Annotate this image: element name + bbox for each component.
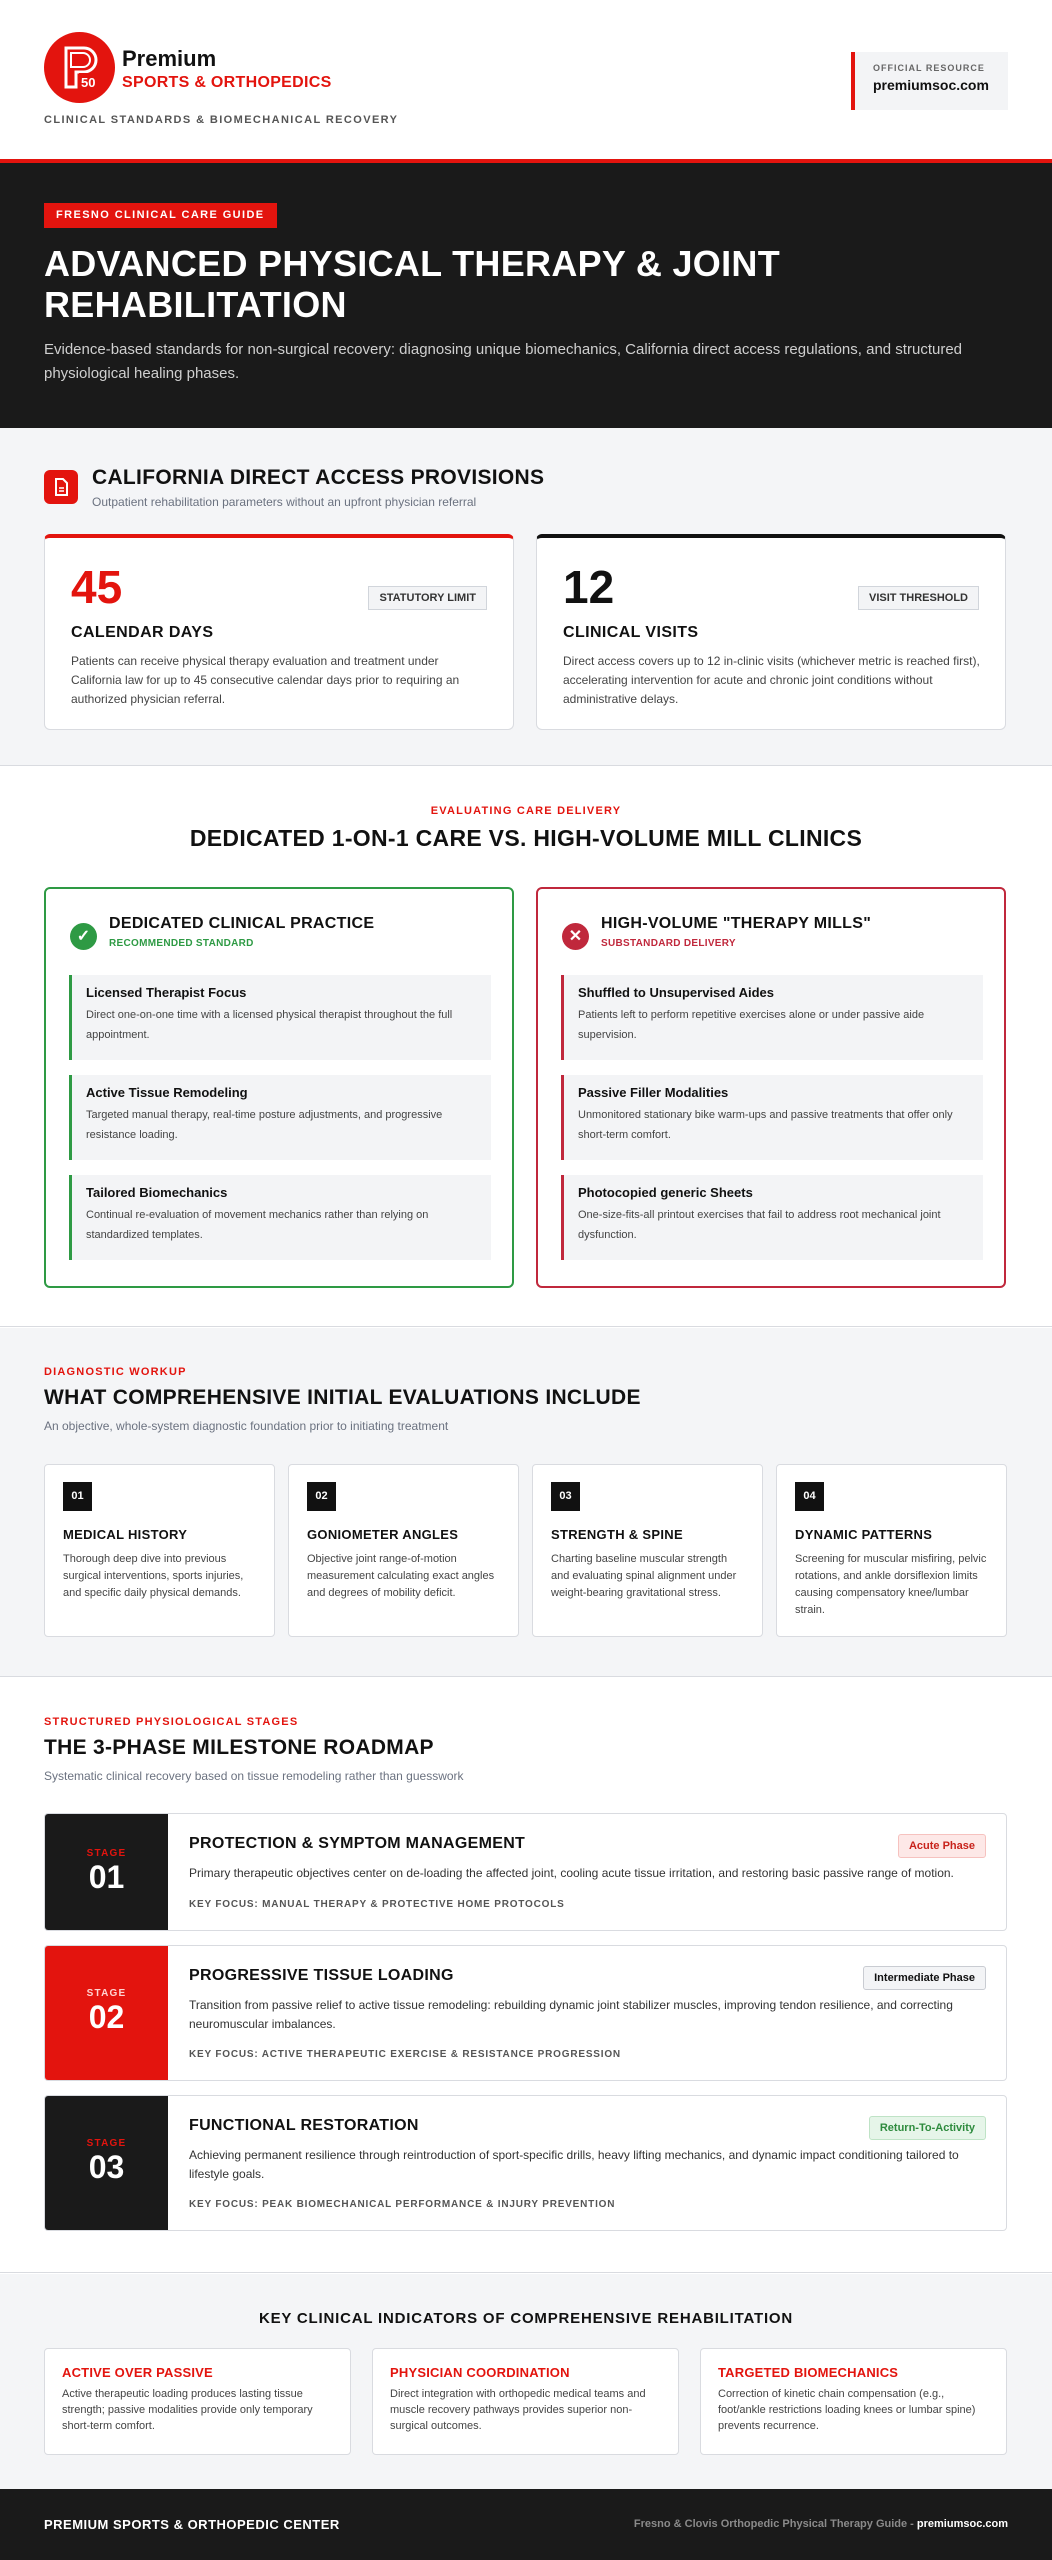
site-header bbox=[0, 0, 1052, 163]
indicators-section bbox=[0, 2274, 1052, 2489]
eval-number: 04 bbox=[795, 1482, 824, 1511]
direct-access-section bbox=[0, 428, 1052, 766]
hero-badge: FRESNO CLINICAL CARE GUIDE bbox=[44, 203, 277, 228]
footer-guide-label: Fresno & Clovis Orthopedic Physical Therapy Guide - bbox=[633, 2518, 917, 2530]
roadmap-section bbox=[0, 1678, 1052, 2273]
item-description: Targeted manual therapy, real-time posture adjustments, and progressive resistance loading. bbox=[86, 1109, 443, 1141]
comparison-item bbox=[69, 975, 491, 1060]
dedicated-practice-card bbox=[44, 887, 514, 1288]
brand-subtitle: SPORTS & ORTHOPEDICS bbox=[122, 74, 332, 91]
eval-card bbox=[44, 1464, 275, 1637]
therapy-mills-card bbox=[536, 887, 1006, 1288]
item-title: Passive Filler Modalities bbox=[578, 1085, 729, 1100]
check-icon: ✓ bbox=[70, 923, 97, 950]
item-title: Photocopied generic Sheets bbox=[578, 1185, 753, 1200]
card-subtitle: RECOMMENDED STANDARD bbox=[109, 938, 254, 949]
phase-focus: KEY FOCUS: MANUAL THERAPY & PROTECTIVE HOME PROTOCOLS bbox=[189, 1899, 565, 1910]
x-icon: ✕ bbox=[562, 923, 589, 950]
item-description: One-size-fits-all printout exercises that fail to address root mechanical joint dysfunction. bbox=[578, 1209, 941, 1241]
footer-url-link[interactable]: premiumsoc.com bbox=[916, 2518, 1008, 2530]
direct-access-subtitle: Outpatient rehabilitation parameters without an upfront physician referral bbox=[92, 495, 477, 509]
footer-guide-text bbox=[634, 2518, 1008, 2530]
footer-brand: PREMIUM SPORTS & ORTHOPEDIC CENTER bbox=[44, 2517, 340, 2532]
stat-number: 12 bbox=[563, 561, 615, 613]
evaluations-title: WHAT COMPREHENSIVE INITIAL EVALUATIONS INCLUDE bbox=[44, 1386, 641, 1409]
indicator-card bbox=[44, 2348, 351, 2455]
eval-description: Objective joint range-of-motion measurement calculating exact angles and degrees of mobility deficit. bbox=[307, 1553, 495, 1599]
stat-description: Direct access covers up to 12 in-clinic visits (whichever metric is reached first), accelerating intervention for acute and chronic joint conditions without administrative delays. bbox=[563, 654, 980, 706]
indicator-title: TARGETED BIOMECHANICS bbox=[718, 2365, 899, 2380]
eval-number: 01 bbox=[63, 1482, 92, 1511]
card-title: HIGH-VOLUME "THERAPY MILLS" bbox=[601, 915, 872, 932]
comparison-item bbox=[561, 975, 983, 1060]
indicator-description: Direct integration with orthopedic medical teams and muscle recovery pathways provides superior non-surgical outcomes. bbox=[390, 2388, 646, 2432]
stat-card-clinical-visits bbox=[536, 534, 1006, 730]
phase-description: Achieving permanent resilience through reintroduction of sport-specific drills, heavy lifting mechanics, and dynamic impact conditioning tailored to lifestyle goals. bbox=[189, 2148, 959, 2181]
indicators-title: KEY CLINICAL INDICATORS OF COMPREHENSIVE REHABILITATION bbox=[258, 2310, 794, 2327]
eval-title: GONIOMETER ANGLES bbox=[307, 1527, 459, 1542]
stage-label: STAGE bbox=[86, 1988, 127, 1999]
eval-card bbox=[776, 1464, 1007, 1637]
phase-title: PROGRESSIVE TISSUE LOADING bbox=[189, 1967, 454, 1984]
comparison-item bbox=[561, 1075, 983, 1160]
card-subtitle: SUBSTANDARD DELIVERY bbox=[601, 938, 736, 949]
document-icon bbox=[44, 470, 78, 504]
item-description: Patients left to perform repetitive exercises alone or under passive aide supervision. bbox=[578, 1009, 925, 1041]
stat-description: Patients can receive physical therapy evaluation and treatment under California law for up to 45 consecutive calendar days prior to requiring an authorized physician referral. bbox=[71, 654, 460, 706]
stat-label: CALENDAR DAYS bbox=[71, 624, 214, 641]
item-description: Unmonitored stationary bike warm-ups and passive treatments that offer only short-term comfort. bbox=[578, 1109, 953, 1141]
stage-number: 03 bbox=[88, 2149, 125, 2185]
brand-name[interactable]: Premium bbox=[122, 46, 217, 71]
phase-focus: KEY FOCUS: PEAK BIOMECHANICAL PERFORMANCE & INJURY PREVENTION bbox=[189, 2199, 616, 2210]
eval-title: MEDICAL HISTORY bbox=[63, 1527, 188, 1542]
phase-title: PROTECTION & SYMPTOM MANAGEMENT bbox=[189, 1835, 526, 1852]
stat-tag: STATUTORY LIMIT bbox=[368, 586, 487, 610]
indicator-description: Active therapeutic loading produces lasting tissue strength; passive modalities provide only temporary short-term comfort. bbox=[62, 2388, 313, 2432]
hero-description: Evidence-based standards for non-surgical recovery: diagnosing unique biomechanics, California direct access regulations, and structured physiological healing phases. bbox=[44, 341, 963, 382]
direct-access-title: CALIFORNIA DIRECT ACCESS PROVISIONS bbox=[92, 466, 545, 489]
phase-badge: Intermediate Phase bbox=[863, 1966, 986, 1990]
phase-stage-marker bbox=[45, 1814, 168, 1930]
eval-card bbox=[288, 1464, 519, 1637]
phase-title: FUNCTIONAL RESTORATION bbox=[189, 2117, 419, 2134]
item-title: Active Tissue Remodeling bbox=[86, 1085, 248, 1100]
hero-banner bbox=[0, 163, 1052, 428]
eval-title: STRENGTH & SPINE bbox=[551, 1527, 683, 1542]
stage-label: STAGE bbox=[86, 1848, 127, 1859]
site-footer bbox=[0, 2489, 1052, 2560]
comparison-item bbox=[561, 1175, 983, 1260]
care-comparison-section bbox=[0, 767, 1052, 1327]
item-description: Continual re-evaluation of movement mechanics rather than relying on standardized templates. bbox=[86, 1209, 429, 1241]
roadmap-title: THE 3-PHASE MILESTONE ROADMAP bbox=[44, 1736, 434, 1759]
phase-stage-marker bbox=[45, 2096, 168, 2230]
eval-title: DYNAMIC PATTERNS bbox=[795, 1527, 933, 1542]
brand-logo-icon[interactable] bbox=[44, 32, 115, 103]
indicator-title: ACTIVE OVER PASSIVE bbox=[62, 2365, 213, 2380]
phase-card bbox=[44, 1945, 1007, 2081]
phase-card bbox=[44, 2095, 1007, 2231]
eval-number: 03 bbox=[551, 1482, 580, 1511]
evaluations-section bbox=[0, 1328, 1052, 1677]
stat-tag: VISIT THRESHOLD bbox=[858, 586, 979, 610]
item-title: Licensed Therapist Focus bbox=[86, 985, 247, 1000]
phase-focus: KEY FOCUS: ACTIVE THERAPEUTIC EXERCISE & RESISTANCE PROGRESSION bbox=[189, 2049, 621, 2060]
official-resource-link[interactable]: premiumsoc.com bbox=[873, 77, 989, 93]
hero-title: ADVANCED PHYSICAL THERAPY & JOINT REHABILITATION bbox=[44, 243, 780, 325]
phase-card bbox=[44, 1813, 1007, 1931]
phase-badge: Return-To-Activity bbox=[869, 2116, 986, 2140]
stage-number: 02 bbox=[88, 1999, 125, 2035]
card-title: DEDICATED CLINICAL PRACTICE bbox=[109, 915, 375, 932]
indicator-card bbox=[700, 2348, 1007, 2455]
phase-description: Primary therapeutic objectives center on de-loading the affected joint, cooling acute tissue irritation, and restoring basic passive range of motion. bbox=[189, 1866, 954, 1880]
comparison-title: DEDICATED 1-ON-1 CARE VS. HIGH-VOLUME MILL CLINICS bbox=[189, 825, 863, 851]
official-resource-label: OFFICIAL RESOURCE bbox=[873, 63, 985, 73]
item-title: Shuffled to Unsupervised Aides bbox=[578, 985, 774, 1000]
evaluations-kicker: DIAGNOSTIC WORKUP bbox=[44, 1366, 187, 1378]
comparison-kicker: EVALUATING CARE DELIVERY bbox=[430, 805, 622, 817]
stat-label: CLINICAL VISITS bbox=[563, 624, 699, 641]
eval-description: Thorough deep dive into previous surgical interventions, sports injuries, and specific daily physical demands. bbox=[63, 1553, 244, 1599]
eval-card bbox=[532, 1464, 763, 1637]
phase-stage-marker bbox=[45, 1946, 168, 2080]
comparison-item bbox=[69, 1175, 491, 1260]
evaluations-subtitle: An objective, whole-system diagnostic foundation prior to initiating treatment bbox=[44, 1419, 449, 1433]
phase-badge: Acute Phase bbox=[898, 1834, 986, 1858]
item-title: Tailored Biomechanics bbox=[86, 1185, 228, 1200]
stat-number: 45 bbox=[71, 561, 123, 613]
phase-description: Transition from passive relief to active tissue remodeling: rebuilding dynamic joint stabilizer muscles, improving tendon resilience, and correcting neuromuscular imbalances. bbox=[189, 1998, 953, 2031]
logo-mark-text: 50 bbox=[81, 75, 96, 90]
brand-tagline: CLINICAL STANDARDS & BIOMECHANICAL RECOVERY bbox=[44, 114, 399, 126]
eval-description: Charting baseline muscular strength and evaluating spinal alignment under weight-bearing gravitational stress. bbox=[551, 1553, 737, 1599]
indicator-title: PHYSICIAN COORDINATION bbox=[390, 2365, 570, 2380]
indicator-card bbox=[372, 2348, 679, 2455]
roadmap-kicker: STRUCTURED PHYSIOLOGICAL STAGES bbox=[44, 1716, 299, 1728]
eval-number: 02 bbox=[307, 1482, 336, 1511]
stage-label: STAGE bbox=[86, 2138, 127, 2149]
indicator-description: Correction of kinetic chain compensation (e.g., foot/ankle restrictions loading knees or lumbar spine) prevents recurrence. bbox=[718, 2388, 976, 2432]
comparison-item bbox=[69, 1075, 491, 1160]
eval-description: Screening for muscular misfiring, pelvic rotations, and ankle dorsiflexion limits causing compensatory knee/lumbar strain. bbox=[795, 1553, 987, 1616]
roadmap-subtitle: Systematic clinical recovery based on tissue remodeling rather than guesswork bbox=[44, 1769, 464, 1783]
item-description: Direct one-on-one time with a licensed physical therapist throughout the full appointment. bbox=[86, 1009, 453, 1041]
official-resource-box bbox=[851, 52, 1008, 110]
stat-card-calendar-days bbox=[44, 534, 514, 730]
stage-number: 01 bbox=[88, 1859, 125, 1895]
